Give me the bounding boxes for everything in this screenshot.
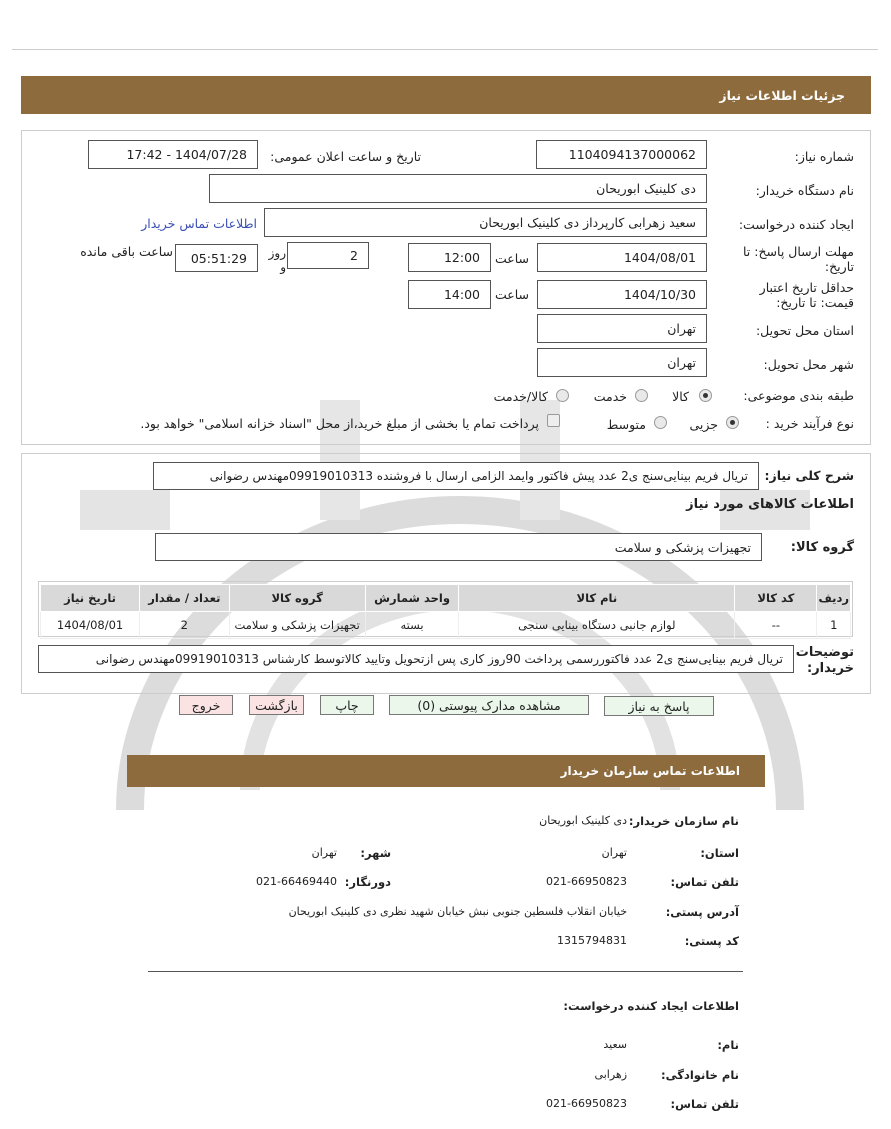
cell-qty: 2 (140, 612, 229, 639)
purchase-radio-medium[interactable] (654, 416, 667, 429)
buyer-org-label: نام دستگاه خریدار: (755, 183, 854, 198)
creator-field: سعید زهرابی کارپرداز دی کلینیک ابوریحان (264, 208, 707, 237)
remaining-label: ساعت باقی مانده (80, 244, 173, 259)
remaining-time-field: 05:51:29 (175, 244, 258, 272)
contact-city: تهران (311, 846, 337, 859)
category-radio-service[interactable] (635, 389, 648, 402)
contact-fax-label: دورنگار: (344, 875, 391, 889)
cell-name: لوازم جانبی دستگاه بینایی سنجی (459, 612, 735, 639)
deadline-label: مهلت ارسال پاسخ: تا تاریخ: (743, 244, 854, 274)
purchase-radio-minor[interactable] (726, 416, 739, 429)
creator-label: ایجاد کننده درخواست: (738, 217, 854, 232)
top-divider (12, 49, 878, 50)
contact-province-label: استان: (700, 846, 739, 860)
col-group: گروه کالا (229, 585, 365, 612)
page-title: جزئيات اطلاعات نیاز (719, 87, 845, 103)
goods-group-label: گروه کالا: (790, 540, 854, 555)
items-table (40, 584, 851, 639)
contact-fax: 021-66469440 (256, 875, 337, 888)
contact-address: خیابان انقلاب فلسطین جنوبی نبش خیابان شهید نظری دی کلینیک ابوریحان (288, 905, 627, 918)
purchase-option-minor: جزیی (689, 417, 718, 432)
creator-family: زهرابی (594, 1068, 627, 1081)
print-button[interactable]: چاپ (320, 695, 374, 715)
city-label: شهر محل تحویل: (763, 357, 854, 372)
col-row: ردیف (817, 585, 851, 612)
days-field: 2 (287, 242, 369, 269)
table-header-row (41, 585, 851, 612)
deadline-time-label: ساعت (494, 251, 529, 266)
col-date: تاریخ نیاز (41, 585, 140, 612)
cell-date: 1404/08/01 (41, 612, 140, 639)
table-row (41, 612, 851, 639)
contact-org-label: نام سازمان خریدار: (628, 814, 739, 828)
deadline-date-field: 1404/08/01 (537, 243, 707, 272)
col-qty: تعداد / مقدار (140, 585, 229, 612)
col-code: کد کالا (735, 585, 817, 612)
contact-address-label: آدرس پستی: (665, 905, 739, 919)
category-radio-goods-service[interactable] (556, 389, 569, 402)
col-name: نام کالا (459, 585, 735, 612)
buyer-notes-field: تریال فریم بینایی‌سنج ی2 عدد فاکتوررسمی پرداخت 90روز کاری پس ازتحویل وتایید کالاتوسط کارشناس 09919010313مهندس رضوانی (38, 645, 794, 673)
category-radio-goods[interactable] (699, 389, 712, 402)
attachments-button[interactable]: مشاهده مدارک پیوستی (0) (389, 695, 589, 715)
reply-button[interactable]: پاسخ به نیاز (604, 696, 714, 716)
purchase-option-medium: متوسط (606, 417, 646, 432)
announce-label: تاریخ و ساعت اعلان عمومی: (270, 149, 421, 164)
back-button[interactable]: بازگشت (249, 695, 304, 715)
contact-title: اطلاعات تماس سازمان خریدار (560, 764, 740, 778)
goods-section-title: اطلاعات کالاهای مورد نیاز (686, 497, 854, 512)
summary-label: شرح کلی نیاز: (764, 468, 854, 483)
creator-name: سعید (603, 1038, 627, 1051)
cell-unit: بسته (365, 612, 459, 639)
deadline-time-field: 12:00 (408, 243, 491, 272)
purchase-type-label: نوع فرآیند خرید : (765, 416, 854, 431)
creator-name-label: نام: (717, 1038, 739, 1052)
validity-label: حداقل تاریخ اعتبار قیمت: تا تاریخ: (759, 280, 854, 310)
contact-header (127, 755, 765, 787)
category-option-service: خدمت (593, 389, 627, 404)
contact-org: دی کلینیک ابوریحان (539, 814, 627, 827)
treasury-checkbox[interactable] (547, 414, 560, 427)
validity-time-label: ساعت (494, 287, 529, 302)
validity-date-field: 1404/10/30 (537, 280, 707, 309)
exit-button[interactable]: خروج (179, 695, 233, 715)
goods-group-field: تجهیزات پزشکی و سلامت (155, 533, 762, 561)
validity-time-field: 14:00 (408, 280, 491, 309)
creator-info-title: اطلاعات ایجاد کننده درخواست: (563, 999, 739, 1013)
contact-phone-label: تلفن تماس: (670, 875, 739, 889)
contact-phone: 021-66950823 (546, 875, 627, 888)
province-field: تهران (537, 314, 707, 343)
category-option-goods: کالا (672, 389, 689, 404)
category-label: طبقه بندی موضوعی: (743, 388, 854, 403)
creator-family-label: نام خانوادگی: (661, 1068, 739, 1082)
cell-row: 1 (817, 612, 851, 639)
contact-province: تهران (601, 846, 627, 859)
col-unit: واحد شمارش (365, 585, 459, 612)
contact-city-label: شهر: (360, 846, 391, 860)
need-number-field: 1104094137000062 (536, 140, 707, 169)
creator-phone: 021-66950823 (546, 1097, 627, 1110)
province-label: استان محل تحویل: (755, 323, 854, 338)
announce-field: 1404/07/28 - 17:42 (88, 140, 258, 169)
buyer-org-field: دی کلینیک ابوریحان (209, 174, 707, 203)
days-label: روز و (268, 246, 286, 274)
buyer-notes-label: توضیحات خریدار: (795, 645, 854, 676)
category-option-goods-service: کالا/خدمت (493, 389, 548, 404)
summary-field: تریال فریم بینایی‌سنج ی2 عدد پیش فاکتور وایمد الزامی ارسال با فروشنده 09919010313مهندس رضوانی (153, 462, 759, 490)
contact-postal-label: کد پستی: (684, 934, 739, 948)
buyer-contact-link[interactable]: اطلاعات تماس خریدار (141, 216, 257, 231)
contact-postal: 1315794831 (557, 934, 627, 947)
need-number-label: شماره نیاز: (794, 149, 854, 164)
contact-divider (148, 971, 743, 972)
page-header (21, 76, 871, 114)
treasury-note: پرداخت تمام یا بخشی از مبلغ خرید،از محل "اسناد خزانه اسلامی" خواهد بود. (140, 416, 539, 431)
cell-group: تجهیزات پزشکی و سلامت (229, 612, 365, 639)
creator-phone-label: تلفن تماس: (670, 1097, 739, 1111)
cell-code: -- (735, 612, 817, 639)
city-field: تهران (537, 348, 707, 377)
